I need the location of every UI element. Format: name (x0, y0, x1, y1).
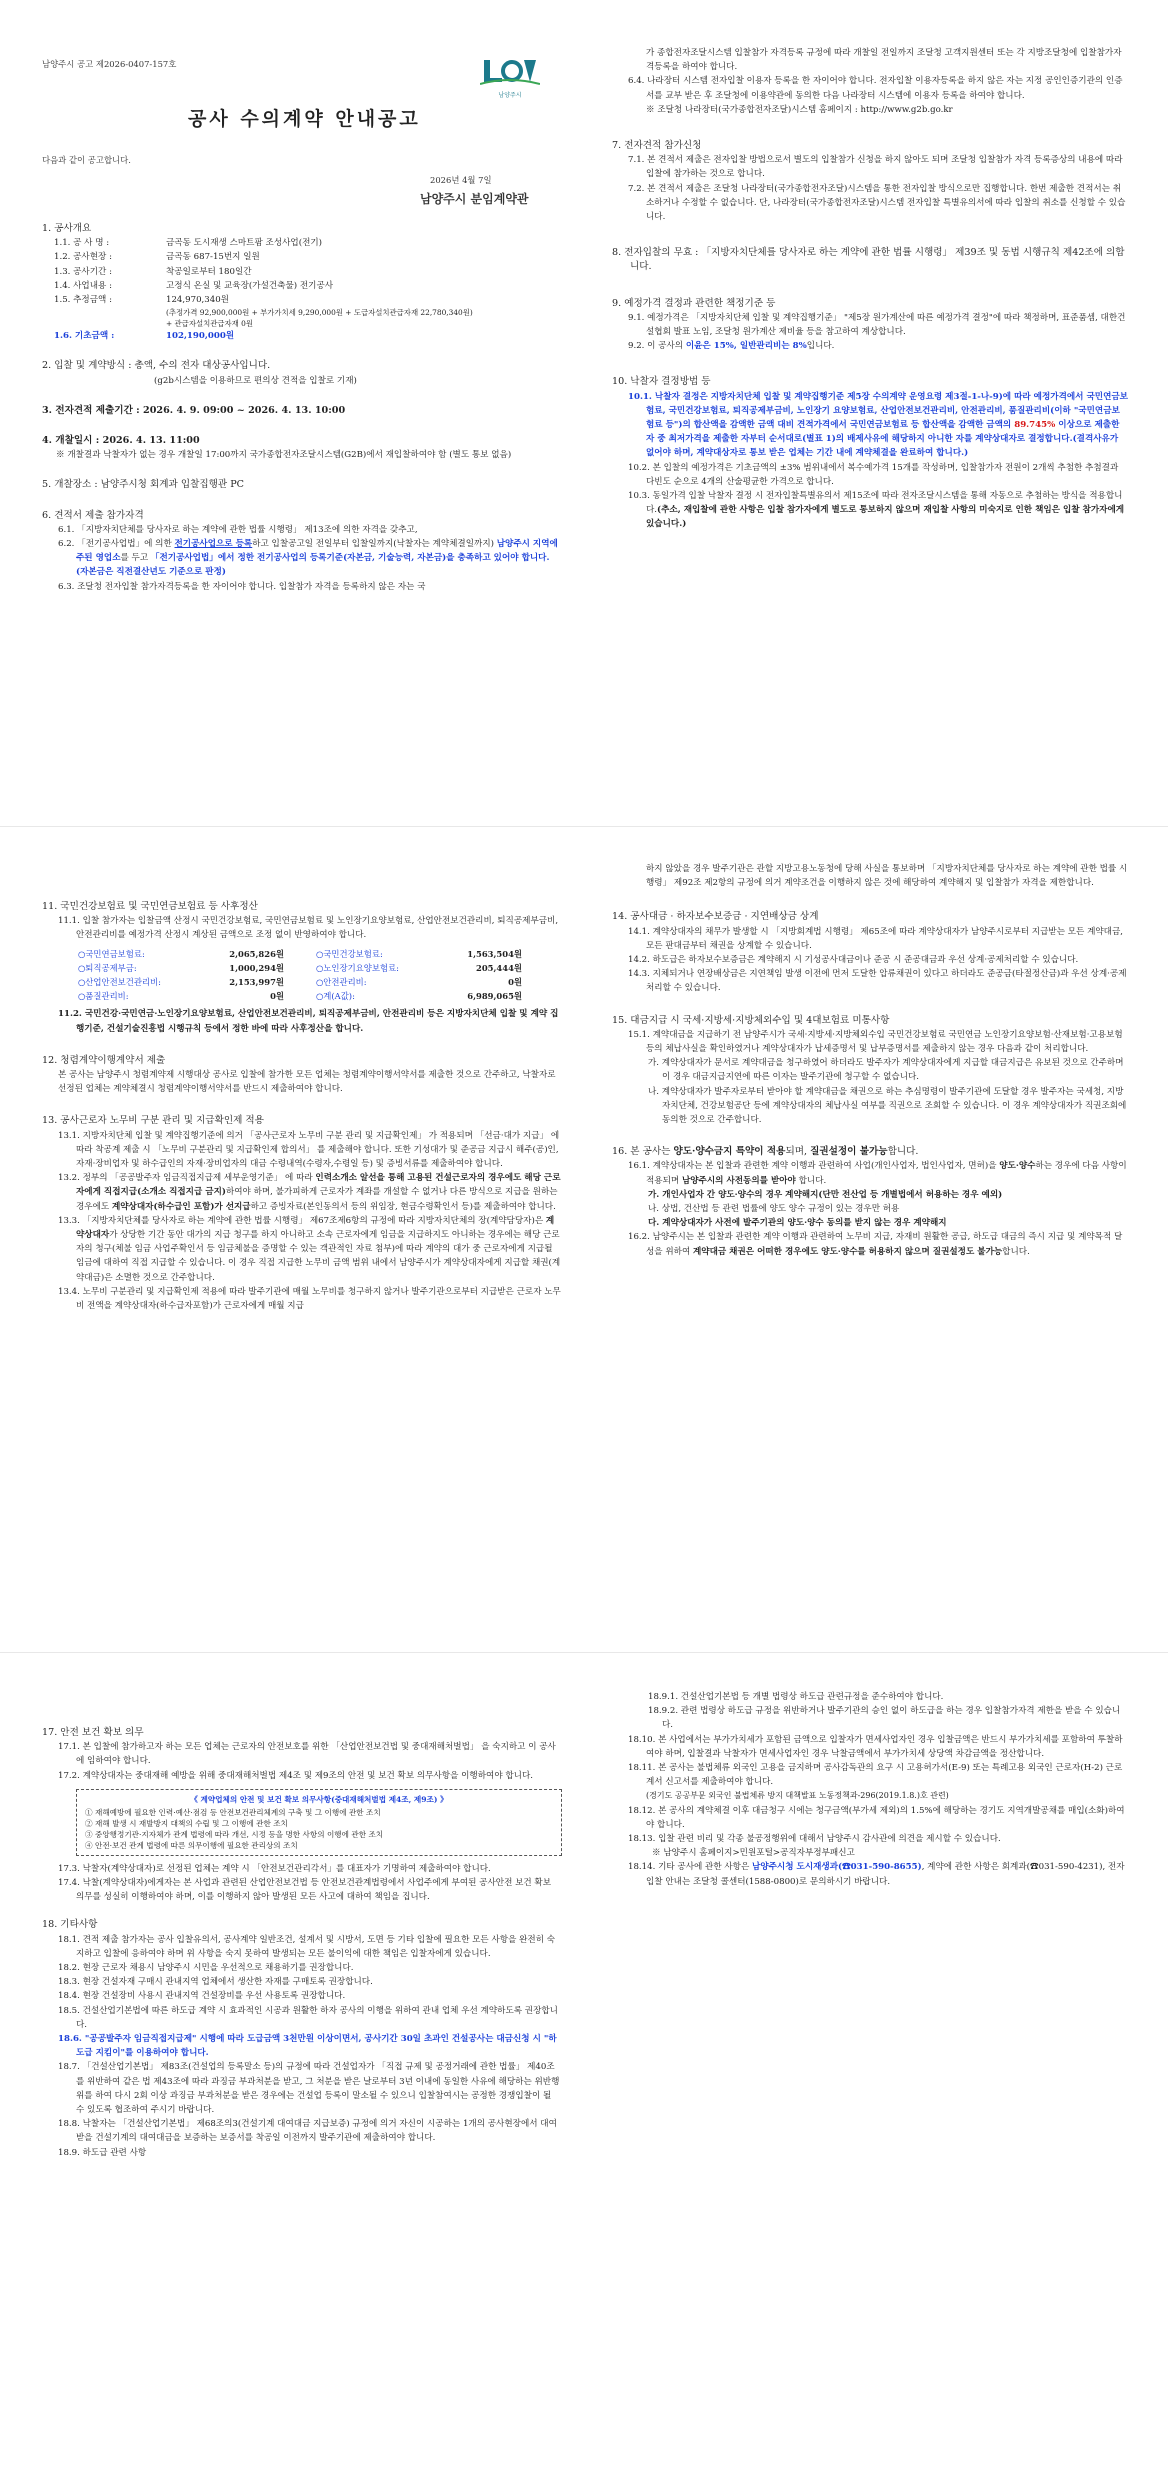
overview-row: 1.1. 공 사 명 : 금곡동 도시재생 스마트팜 조성사업(전기) (54, 238, 323, 249)
section-4-note: ※ 개찰결과 낙찰자가 없는 경우 개찰일 17:00까지 국가종합전자조달시스템(G2B)에서 재입찰하여야 함 (별도 통보 없음) (56, 450, 512, 461)
page1-right-column (612, 46, 1128, 532)
section-15-1-a: 가. 계약상대자가 문서로 계약대금을 청구하였어 하더라도 발주자가 계약상대자에게 지급할 대금지급은 유보된 것으로 간주하며 이 경우 대금지급지연에 따른 이자는 발주기관에 청구할 수 없습니다. (648, 1058, 1124, 1083)
section-6-3-cont: 가 종합전자조달시스템 입찰참가 자격등록 규정에 따라 개찰일 전일까지 조달청 고객지원센터 또는 각 지방조달청에 입찰참가자격등록을 하여야 합니다. (646, 48, 1122, 73)
section-9-2: 9.2. 이 공사의 이윤은 15%, 일반관리비는 8%입니다. (628, 341, 835, 352)
section-13-4: 13.4. 노무비 구분관리 및 지급확인제 적용에 따라 발주기관에 매월 노무비를 청구하지 않거나 발주기관으로부터 지급받은 근로자 노무비 전액을 계약상대자(하수급자포함)가 근로자에게 매월 지급 (58, 1286, 561, 1312)
safety-duty-box (76, 1789, 562, 1856)
base-amount-row: 1.6. 기초금액 : 102,190,000원 (54, 331, 235, 342)
section-18-5: 18.5. 건설산업기본법에 따른 하도급 계약 시 효과적인 시공과 원활한 하자 공사의 이행을 위하여 관내 업체 우선 계약하도록 권장합니다. (58, 2005, 558, 2030)
section-18-9: 18.9. 하도급 관련 사항 (58, 2147, 147, 2158)
city-logo-text: 남양주시 (498, 92, 522, 99)
section-18-6: 18.6. "공공발주자 임금직접지급제" 시행에 따라 도급금액 3천만원 이상이면서, 공사기간 30일 초과인 건설공사는 대금신청 시 "하도급 지킴이"를 이용하여야 합니다. (58, 2034, 557, 2059)
section-13-heading: 13. 공사근로자 노무비 구분 관리 및 지급확인제 적용 (42, 1115, 264, 1127)
section-16-1: 16.1. 계약상대자는 본 입찰과 관련한 계약 이행과 관련하여 사업(개인사업자, 법인사업자, 면허)을 양도·양수하는 경우에 다음 사항이 적용되며 남양주시의 사전동의를 받아야 합니다. (628, 1161, 1127, 1186)
section-17-3: 17.3. 낙찰자(계약상대자)로 선정된 업체는 계약 시 「안전보건관리각서」를 대표자가 기명하여 제출하여야 합니다. (58, 1863, 491, 1874)
insurance-row: ○국민연금보험료: 2,065,826원 ○국민건강보험료: 1,563,504원 (78, 948, 522, 959)
section-5-text: 5. 개찰장소 : 남양주시청 회계과 입찰집행관 PC (42, 479, 245, 491)
contact-link[interactable]: 남양주시청 도시재생과(☎031-590-8655) (752, 1862, 922, 1873)
section-18-13-note: ※ 남양주시 홈페이지>민원포털>공직자부정부패신고 (652, 1848, 855, 1859)
section-18-14: 18.14. 기타 공사에 관한 사항은 남양주시청 도시재생과(☎031-590-8655), 계약에 관한 사항은 회계과(☎031-590-4231), 전자입찰 안내는 조달청 콜센터(1588-0800)로 문의하시기 바랍니다. (628, 1862, 1125, 1887)
section-18-2: 18.2. 현장 근로자 채용시 남양주시 시민을 우선적으로 채용하기를 권장합니다. (58, 1963, 354, 1974)
section-17-heading: 17. 안전 보건 확보 의무 (42, 1727, 144, 1738)
section-9-1: 9.1. 예정가격은 「지방자치단체 입찰 및 계약집행기준」 "제5장 원가계산에 따른 예정가격 결정"에 따라 책정하며, 표준품셈, 대한건설협회 발표 노임, 조달청 원가계산 제비율 등을 참고하여 계상합니다. (628, 312, 1126, 338)
section-16-1-a: 가. 개인사업자 간 양도·양수의 경우 계약해지(단만 전산업 등 개별법에서 허용하는 경우 예외) (648, 1189, 1003, 1200)
overview-row: 1.4. 사업내용 : 고정식 온실 및 교육장(가설건축물) 전기공사 (54, 280, 334, 291)
overview-row: 1.5. 추정금액 : 124,970,340원 (54, 295, 229, 306)
section-6-4: 6.4. 나라장터 시스템 전자입찰 이용자 등록을 한 자이어야 합니다. 전자입찰 이용자등록을 하지 않은 자는 지정 공인인증기관의 인증서를 교부 받은 후 조달청에 이용약관에 동의한 다음 나라장터 시스템에 이용자 등록을 하여야 합니다. (628, 76, 1123, 101)
section-18-7: 18.7. 「건설산업기본법」 제83조(건설업의 등록말소 등)의 규정에 따라 건설업자가 「직접 규제 및 공정거래에 관한 법률」 제40조를 위반하여 같은 법 제43조에 따라 과징금 부과처분을 받고, 그 처분을 받은 날로부터 3년 이내에 동일한 사유에 해당하는 위반행위를 하여 다시 2회 이상 과징금 부과처분을 받은 경우에는 건설업 등록이 말소될 수 있으니 입찰참여시는 공정한 경쟁입찰이 될 수 있도록 협조하여 주시기 바랍니다. (58, 2062, 560, 2116)
section-18-12: 18.12. 본 공사의 계약체결 이후 대금청구 시에는 청구금액(부가세 제외)의 1.5%에 해당하는 경기도 지역개발공채를 매입(소화)하여야 합니다. (628, 1805, 1125, 1830)
insurance-row: ○산업안전보건관리비: 2,153,997원 ○안전관리비: 0원 (78, 977, 522, 988)
section-14-1: 14.1. 계약상대자의 채무가 발생할 시 「지방회계법 시행령」 제65조에 따라 계약상대자가 남양주시로부터 지급받는 모든 계약대금, 모든 판대금부터 채권을 상계할 수 있습니다. (628, 926, 1124, 951)
section-13-3: 13.3. 「지방자치단체를 당사자로 하는 계약에 관한 법률 시행령」 제67조제6항의 규정에 따라 지방자치단체의 장(계약담당자)은 계약상대자가 상당한 기간 동안 대가의 지급 청구를 하지 아니하고 소속 근로자에게 임금을 지급하지도 아니하는 경우에는 해당 근로자의 청구(체불 임금 사업주확인서 등 임금체불을 증명할 수 있는 객관적인 자료 첨부)에 따라 계약의 대가 중 근로자에게 지급될 임금에 대하여 직접 지급할 수 있습니다. 이 경우 직접 지급한 노무비 금액 범위 내에서 남양주시가 계약상대자에게 지급할 채권(계약대금)은 소멸한 것으로 간주합니다. (58, 1215, 561, 1283)
section-18-1: 18.1. 견적 제출 참가자는 공사 입찰유의서, 공사계약 일반조건, 설계서 및 시방서, 도면 등 기타 입찰에 필요한 모든 사항을 완전히 숙지하고 입찰에 응하여야 하며 위 사항을 숙지 못하여 발생되는 모든 불이익에 대한 책임은 입찰자에게 있습니다. (58, 1934, 556, 1959)
section-18-10: 18.10. 본 사업에서는 부가가치세가 포함된 금액으로 입찰자가 면세사업자인 경우 입찰금액은 반드시 부가가치세를 포함하여 투찰하여야 하며, 입찰결과 낙찰자가 면세사업자인 경우 낙찰금액에서 부가가치세 상당액 차감금액을 정산합니다. (628, 1734, 1123, 1759)
section-13-4-cont: 하지 않았을 경우 발주기관은 관할 지방고용노동청에 당해 사실을 통보하며 「지방자치단체를 당사자로 하는 계약에 관한 법률 시행령」 제92조 제2항의 규정에 의거 계약조건을 이행하지 않은 것에 해당하여 계약해지 및 입찰참가 자격을 제한합니다. (646, 864, 1128, 889)
section-7-1: 7.1. 본 견적서 제출은 전자입찰 방법으로서 별도의 입찰참가 신청을 하지 않아도 되며 조달청 입찰참가 자격 등록증상의 내용에 따라 입찰에 참가하는 것으로 합니다. (628, 155, 1123, 180)
section-18-heading: 18. 기타사항 (42, 1919, 98, 1931)
section-15-1: 15.1. 계약대금을 지급하기 전 남양주시가 국세·지방세·지방체외수입 국민건강보험료 국민연금 노인장기요양보험·산재보험·고용보험 등의 체납사실을 확인하였거나 계약상대자가 납세증명서 및 납부증명서를 제출하지 않는 경우 다음과 같이 처리합니다. (628, 1029, 1123, 1055)
insurance-table (76, 947, 524, 1004)
city-logo-icon (480, 54, 540, 86)
notice-page-2 (0, 826, 1168, 1652)
section-11-heading: 11. 국민건강보험료 및 국민연금보험료 등 사후정산 (42, 901, 258, 912)
section-18-9-1: 18.9.1. 건설산업기본법 등 개별 법령상 하도급 관련규정을 준수하여야 합니다. (648, 1692, 944, 1702)
section-3-text: 3. 전자견적 제출기간 : 2026. 4. 9. 09:00 ~ 2026. 4. 13. 10:00 (42, 404, 346, 416)
estimate-detail-2: + 관급자설치관급자재 0원 (166, 319, 253, 329)
section-6-3: 6.3. 조달청 전자입찰 참가자격등록을 한 자이어야 합니다. 입찰참가 자격을 등록하지 않은 자는 국 (58, 581, 426, 592)
section-10-3: 10.3. 동일가격 입찰 낙찰자 결정 시 전자입찰특별유의서 제15조에 따라 전자조달시스템을 통해 자동으로 추첨하는 방식을 적용합니다.(추소, 재입찰에 관한 사항은 입찰 참가자에게 별도로 통보하지 않으며 재입찰 사항의 미숙지로 인한 책임은 입찰 참가자에게 있습니다.) (628, 491, 1125, 530)
section-18-11: 18.11. 본 공사는 불법체류 외국인 고용을 금지하며 공사감독관의 요구 시 고용허가서(E-9) 또는 특례고용 외국인 근로자(H-2) 근로계서 신고서를 제출하여야 합니다. (628, 1763, 1123, 1788)
section-1-heading: 1. 공사개요 (42, 223, 92, 234)
section-10-1: 10.1. 낙찰자 결정은 지방자치단체 입찰 및 계약집행기준 제5장 수의계약 운영요령 제3절-1-나-9)에 따라 예정가격에서 국민연금보험료, 국민건강보험료, 퇴직공제부금비, 노인장기 요양보험료, 산업안전보건관리비, 안전관리비, 품질관리비(이하 "국민연금보험료 등")의 합산액을 감액한 금액 대비 견적가격에서 국민연금보험료 등 합산액을 감액한 금액의 89.745% 이상으로 제출한 자 중 최저가격을 제출한 자부터 순서대로(별표 1)의 배제사유에 해당하지 아니한 자를 계약상대자로 결정합니다.(결격사유가 없어야 하며, 계약대상자로 통보 받은 업체는 기간 내에 계약체결을 완료하여 합니다.) (628, 391, 1128, 459)
insurance-row: ○퇴직공제부금: 1,000,294원 ○노인장기요양보험료: 205,444원 (78, 962, 522, 973)
section-12-heading: 12. 청렴계약이행계약서 제출 (42, 1054, 166, 1066)
section-4-text: 4. 개찰일시 : 2026. 4. 13. 11:00 (42, 435, 200, 447)
safety-duty-item: ④ 안전·보건 관계 법령에 따른 의무이행에 필요한 관리상의 조치 (85, 1840, 298, 1850)
section-17-2: 17.2. 계약상대자는 중대재해 예방을 위해 중대재해처벌법 제4조 및 제9조의 안전 및 보건 확보 의무사항을 이행하여야 합니다. (58, 1770, 533, 1781)
safety-duty-title: 《 계약업체의 안전 및 보건 확보 의무사항(중대재해처벌법 제4조, 제9조) 》 (190, 1794, 448, 1804)
notice-page-1 (0, 0, 1168, 826)
overview-row: 1.2. 공사현장 : 금곡동 687-15번지 일원 (54, 252, 260, 263)
section-18-3: 18.3. 현장 건설자재 구매시 관내지역 업체에서 생산한 자재를 구매토록 권장합니다. (58, 1977, 373, 1988)
section-6-4-note: ※ 조달청 나라장터(국가종합전자조달)시스템 홈페이지 : http://www.g2b.go.kr (646, 104, 953, 115)
intro-text: 다음과 같이 공고합니다. (42, 155, 131, 165)
notice-date: 2026년 4월 7일 (430, 175, 492, 185)
section-7-heading: 7. 전자견적 참가신청 (612, 140, 702, 152)
section-17-1: 17.1. 본 입찰에 참가하고자 하는 모든 업체는 근로자의 안전보호를 위한 「산업안전보건법 및 중대재해처벌법」 을 숙지하고 이 공사에 임하여야 합니다. (58, 1742, 556, 1767)
insurance-row: ○품질관리비: 0원 ○계(A값): 6,989,065원 (78, 991, 522, 1002)
section-13-1: 13.1. 지방자치단체 입찰 및 계약집행기준에 의거 「공사근로자 노무비 구분 관리 및 지급확인제」 가 적용되며 「선금·대가 지급」 에 따라 착공계 제출 시 「노무비 구분관리 및 지급확인제 합의서」 를 제출해야 합니다. 또한 기성대가 및 준공금 지급시 해주(공)인, 자재·장비업자 및 하수급인의 자재·장비업자의 대금 수령내역(수령자,수령일 등) 및 증빙서류를 제출하여야 합니다. (58, 1130, 560, 1170)
section-14-3: 14.3. 지체되거나 연장배상금은 지연책임 발생 이전에 먼저 도달한 압류채권이 있다고 하더라도 준공금(타절정산금)과 우선 상계·공제처리할 수 있습니다. (628, 969, 1127, 994)
section-10-heading: 10. 낙찰자 결정방법 등 (612, 376, 711, 388)
section-9-heading: 9. 예정가격 결정과 관련한 책정기준 등 (612, 297, 776, 309)
page2-right-column (612, 862, 1128, 1259)
notice-page-3 (0, 1652, 1168, 2478)
safety-duty-item: ③ 중앙행정기관·지자체가 관계 법령에 따라 개선, 시정 등을 명한 사항의 이행에 관한 조치 (85, 1829, 384, 1839)
section-15-heading: 15. 대금지급 시 국세·지방세·지방체외수입 및 4대보험료 미통사항 (612, 1014, 890, 1026)
page2-left-column (42, 900, 562, 1313)
city-logo (480, 54, 540, 99)
section-6-1: 6.1. 「지방자치단체를 당사자로 하는 계약에 관한 법률 시행령」 제13조에 의한 자격을 갖추고, (58, 524, 418, 535)
page-title: 공사 수의계약 안내공고 (188, 108, 421, 130)
page1-left-column (42, 222, 562, 594)
issuer-name: 남양주시 분임계약관 (420, 192, 529, 206)
section-17-4: 17.4. 낙찰(계약상대자)에게자는 본 사업과 관련된 산업안전보건법 등 안전보건관계법령에서 사업주에게 부여된 공사안전 보건 확보 의무를 성실히 이행하여야 하며, 이를 이행하지 않아 발생된 모든 사고에 대하여 책임을 집니다. (58, 1878, 552, 1903)
safety-duty-item: ① 재해예방에 필요한 인력·예산·점검 등 안전보건관리체계의 구축 및 그 이행에 관한 조치 (85, 1807, 381, 1817)
section-8-text: 8. 전자입찰의 무효 : 「지방자치단체를 당사자로 하는 계약에 관한 법률 시행령」 제39조 및 동법 시행규칙 제42조에 의합니다. (612, 247, 1125, 273)
safety-duty-item: ② 재해 발생 시 재발방지 대책의 수립 및 그 이행에 관한 조치 (85, 1818, 288, 1828)
section-18-11-note: (경기도 공공부문 외국인 불법체류 방지 대책발표 노동정책과-296(2019.1.8.)호 관련) (646, 1791, 949, 1801)
section-18-13: 18.13. 입찰 관련 비리 및 각종 불공정행위에 대해서 남양주시 감사관에 의견을 제시할 수 있습니다. (628, 1834, 1001, 1845)
section-2-sub: (g2b시스템을 이용하므로 편의상 견적을 입찰로 기재) (154, 375, 357, 386)
section-14-heading: 14. 공사대금 · 하자보수보증금 · 지연배상금 상계 (612, 911, 819, 923)
section-18-8: 18.8. 낙찰자는 「건설산업기본법」 제68조의3(건설기계 대여대금 지급보증) 규정에 의거 자신이 시공하는 1개의 공사현장에서 대여받을 건설기계의 대여대금을 보증하는 보증서를 착공일 이전까지 발주기관에 제출하여야 합니다. (58, 2119, 557, 2144)
section-16-1-c: 다. 계약상대자가 사전에 발주기관의 양도·양수 동의를 받지 않는 경우 계약해지 (648, 1218, 947, 1229)
section-6-2: 6.2. 「전기공사업법」에 의한 전기공사업으로 등록하고 입찰공고일 전일부터 입찰일까지(낙찰자는 계약체결일까지) 남양주시 지역에 주된 영업소를 두고 「전기공사업법」에서 정한 전기공사업의 등록기준(자본금, 기술능력, 자본금)을 충족하고 있어야 합니다. (자본금은 직전결산년도 기준으로 판정) (58, 539, 558, 578)
section-6-heading: 6. 견적서 제출 참가자격 (42, 509, 144, 521)
section-15-1-b: 나. 계약상대자가 발주자로부터 받아야 할 계약대금을 채권으로 하는 추심명령이 발주기관에 도달할 경우 발주자는 국세청, 지방자치단체, 건강보험공단 등에 계약상대자의 체납사실 여부를 직권으로 조회할 수 있습니다. 이 경우 계약상대자가 직권조회에 동의한 것으로 간주합니다. (648, 1086, 1127, 1126)
section-16-heading: 16. 본 공사는 양도·양수금지 특약이 적용되며, 질권설정이 불가능합니다. (612, 1146, 919, 1158)
section-16-1-b: 나. 상법, 건산법 등 관련 법률에 양도 양수 규정이 있는 경우만 허용 (648, 1204, 900, 1215)
section-10-2: 10.2. 본 입찰의 예정가격은 기초금액의 ±3% 범위내에서 복수예가격 15개를 작성하며, 입찰참가자 전원이 2개씩 추첨한 추첨결과 다빈도 순으로 4개의 산술평균한 가격으로 합니다. (628, 462, 1119, 487)
overview-row: 1.3. 공사기간 : 착공일로부터 180일간 (54, 266, 252, 277)
section-13-2: 13.2. 정부의 「공공발주자 임금직접지급제 세부운영기준」 에 따라 인력소개소 알선을 통해 고용된 건설근로자의 경우에도 해당 근로자에게 직접지급(소개소 직접지급 금지)하여야 하며, 불가피하게 근로자가 계좌를 개설할 수 없거나 다른 방식으로 지급을 원하는 경우에도 계약상대자(하수급인 포함)가 선지급하고 증빙자료(본인동의서 등의 위임장, 현금수령확인서 등)를 제출하여야 합니다. (58, 1173, 561, 1212)
section-12-text: 본 공사는 남양주시 청렴계약제 시행대상 공사로 입찰에 참가한 모든 업체는 청렴계약이행서약서를 제출한 것으로 간주하고, 낙찰자로 선정된 업체는 계약체결시 청렴계약이행서약서를 반드시 제출하여야 합니다. (58, 1070, 556, 1095)
section-11-1: 11.1. 입찰 참가자는 입찰금액 산정시 국민건강보험료, 국민연금보험료 및 노인장기요양보험료, 산업안전보건관리비, 퇴직공제부금비, 안전관리비를 예정가격 산정시 계상된 금액으로 조정 없이 반영하여야 합니다. (58, 916, 559, 941)
section-7-2: 7.2. 본 견적서 제출은 조달청 나라장터(국가종합전자조달)시스템을 통한 전자입찰 방식으로만 집행합니다. 한번 제출한 견적서는 취소하거나 수정할 수 없습니다. 단, 나라장터(국가종합전자조달)시스템 전자입찰 특별유의서에 따라 입찰의 취소를 신청할 수 있습니다. (628, 183, 1126, 223)
page3-right-column (612, 1690, 1128, 1889)
notice-number: 남양주시 공고 제2026-0407-157호 (42, 59, 177, 69)
section-18-4: 18.4. 현장 건설장비 사용시 관내지역 건설장비를 우선 사용토록 권장합니다. (58, 1991, 346, 2002)
section-2-heading: 2. 입찰 및 계약방식 : 총액, 수의 전자 대상공사입니다. (42, 360, 271, 372)
section-11-2: 11.2. 국민건강·국민연금·노인장기요양보험료, 산업안전보건관리비, 퇴직공제부금비, 안전관리비 등은 지방자치단체 입찰 및 계약 집행기준, 건설기술진흥법 시행규칙 등에서 정한 바에 따라 사후정산을 합니다. (58, 1009, 559, 1034)
page3-left-column (42, 1726, 562, 2160)
section-18-9-2: 18.9.2. 관련 법령상 하도급 규정을 위반하거나 발주기관의 승인 없이 하도급을 하는 경우 입찰참가자격 제한을 받을 수 있습니다. (648, 1706, 1121, 1731)
section-14-2: 14.2. 하도급은 하자보수보증금은 계약해지 시 기성공사대금이나 준공 시 준공대금과 우선 상계·공제처리할 수 있습니다. (628, 955, 1079, 966)
estimate-detail: (추정가격 92,900,000원 + 부가가치세 9,290,000원 + 도급자설치관급자재 22,780,340원) (166, 308, 473, 318)
section-16-2: 16.2. 남양주시는 본 입찰과 관련한 계약 이행과 관련하여 노무비 지급, 자재비 원활한 공급, 하도급 대금의 즉시 지급 및 계약목적 달성을 위하여 계약대금 채권은 어떠한 경우에도 양도·양수를 허용하지 않으며 질권설정도 불가능합니다. (628, 1232, 1123, 1257)
